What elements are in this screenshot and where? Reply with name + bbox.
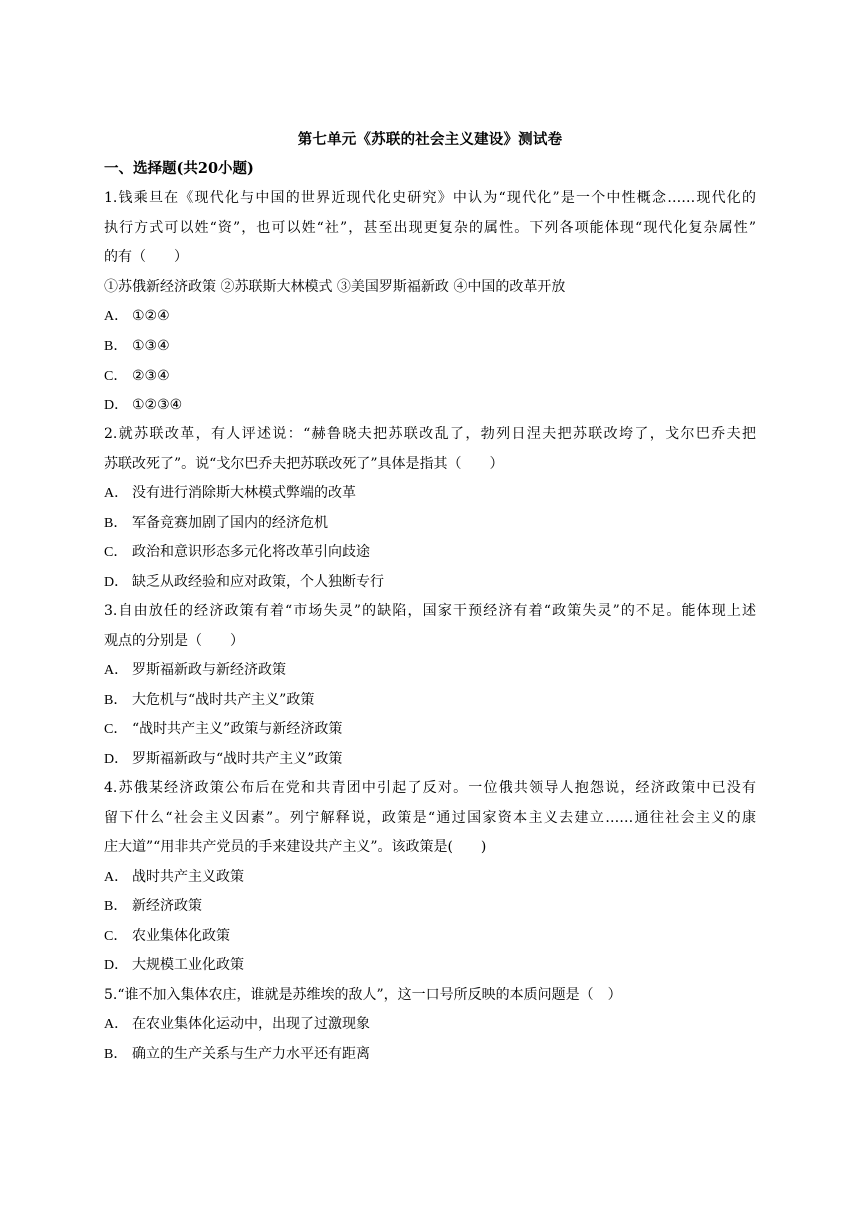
option-letter: B． [104, 1047, 128, 1062]
option-letter: A． [104, 309, 129, 324]
question-2-option-b [104, 513, 328, 534]
question-4-option-b [104, 896, 202, 917]
question-2-stem-line-2: 苏联改死了”。说“戈尔巴乔夫把苏联改死了”具体是指其（ ） [104, 456, 504, 472]
question-5-stem-line-1: 5.“谁不加入集体农庄，谁就是苏维埃的敌人”，这一口号所反映的本质问题是（ ） [104, 987, 622, 1003]
option-text: 农业集体化政策 [132, 928, 230, 944]
question-1-option-d [104, 395, 182, 416]
question-2-option-c [104, 542, 370, 563]
question-3-stem-line-1: 3.自由放任的经济政策有着“市场失灵”的缺陷，国家干预经济有着“政策失灵”的不足。能体现上述 [104, 603, 756, 619]
question-4-stem-line-2: 留下什么“社会主义因素”。列宁解释说，政策是“通过国家资本主义去建立……通往社会主义的康 [104, 810, 756, 826]
question-1-option-a [104, 306, 170, 327]
question-3-option-d [104, 749, 342, 770]
option-letter: A． [104, 1017, 129, 1032]
question-1-stem-line-3: 的有（ ） [104, 249, 188, 265]
question-1-option-c [104, 366, 170, 387]
option-text: ①③④ [132, 338, 170, 354]
option-text: 大规模工业化政策 [132, 957, 244, 973]
question-5-option-a [104, 1014, 370, 1035]
option-letter: C． [104, 545, 128, 560]
section-heading: 一、选择题(共20小题) [104, 160, 254, 177]
page-title: 第七单元《苏联的社会主义建设》测试卷 [297, 131, 563, 148]
option-letter: D． [104, 398, 129, 413]
option-letter: A． [104, 486, 129, 501]
question-1-option-b [104, 336, 170, 357]
option-letter: A． [104, 870, 129, 885]
option-text: 军备竞赛加剧了国内的经济危机 [132, 515, 328, 531]
question-4-stem-line-3: 庄大道”“用非共产党员的手来建设共产主义”。该政策是( ) [104, 839, 487, 855]
question-1-stem-line-4: ①苏俄新经济政策 ②苏联斯大林模式 ③美国罗斯福新政 ④中国的改革开放 [104, 279, 566, 295]
option-text: 战时共产主义政策 [132, 869, 244, 885]
question-3-option-c [104, 719, 342, 740]
question-5-option-b [104, 1044, 370, 1065]
option-letter: C． [104, 722, 128, 737]
option-text: 缺乏从政经验和应对政策，个人独断专行 [132, 574, 384, 590]
option-text: ②③④ [132, 368, 170, 384]
option-text: 新经济政策 [132, 898, 202, 914]
option-letter: B． [104, 516, 128, 531]
question-2-option-a [104, 483, 356, 504]
question-1-stem-line-2: 执行方式可以姓“资”，也可以姓“社”，甚至出现更复杂的属性。下列各项能体现“现代化复杂属性” [104, 220, 756, 236]
option-text: 没有进行消除斯大林模式弊端的改革 [132, 485, 356, 501]
option-text: 大危机与“战时共产主义”政策 [132, 692, 315, 708]
option-letter: D． [104, 575, 129, 590]
question-3-stem-line-2: 观点的分别是（ ） [104, 633, 244, 649]
option-text: ①②④ [132, 308, 170, 324]
option-text: 确立的生产关系与生产力水平还有距离 [132, 1046, 370, 1062]
option-letter: B． [104, 339, 128, 354]
option-text: 政治和意识形态多元化将改革引向歧途 [132, 544, 370, 560]
question-2-option-d [104, 572, 384, 593]
option-letter: B． [104, 693, 128, 708]
option-letter: D． [104, 752, 129, 767]
question-2-stem-line-1: 2.就苏联改革，有人评述说：“赫鲁晓夫把苏联改乱了，勃列日涅夫把苏联改垮了，戈尔巴乔夫把 [104, 426, 756, 442]
option-letter: B． [104, 899, 128, 914]
option-letter: C． [104, 929, 128, 944]
option-text: “战时共产主义”政策与新经济政策 [132, 721, 343, 737]
option-text: ①②③④ [132, 397, 183, 413]
option-letter: A． [104, 663, 129, 678]
question-3-option-a [104, 660, 286, 681]
option-letter: C． [104, 369, 128, 384]
question-1-stem-line-1: 1.钱乘旦在《现代化与中国的世界近现代化史研究》中认为“现代化”是一个中性概念……现代化的 [104, 190, 756, 206]
question-4-option-d [104, 955, 244, 976]
question-3-option-b [104, 690, 314, 711]
option-text: 在农业集体化运动中，出现了过激现象 [132, 1016, 370, 1032]
question-4-option-a [104, 867, 244, 888]
option-text: 罗斯福新政与“战时共产主义”政策 [132, 751, 343, 767]
question-4-stem-line-1: 4.苏俄某经济政策公布后在党和共青团中引起了反对。一位俄共领导人抱怨说，经济政策中已没有 [104, 780, 756, 796]
option-text: 罗斯福新政与新经济政策 [132, 662, 286, 678]
question-4-option-c [104, 926, 230, 947]
option-letter: D． [104, 958, 129, 973]
